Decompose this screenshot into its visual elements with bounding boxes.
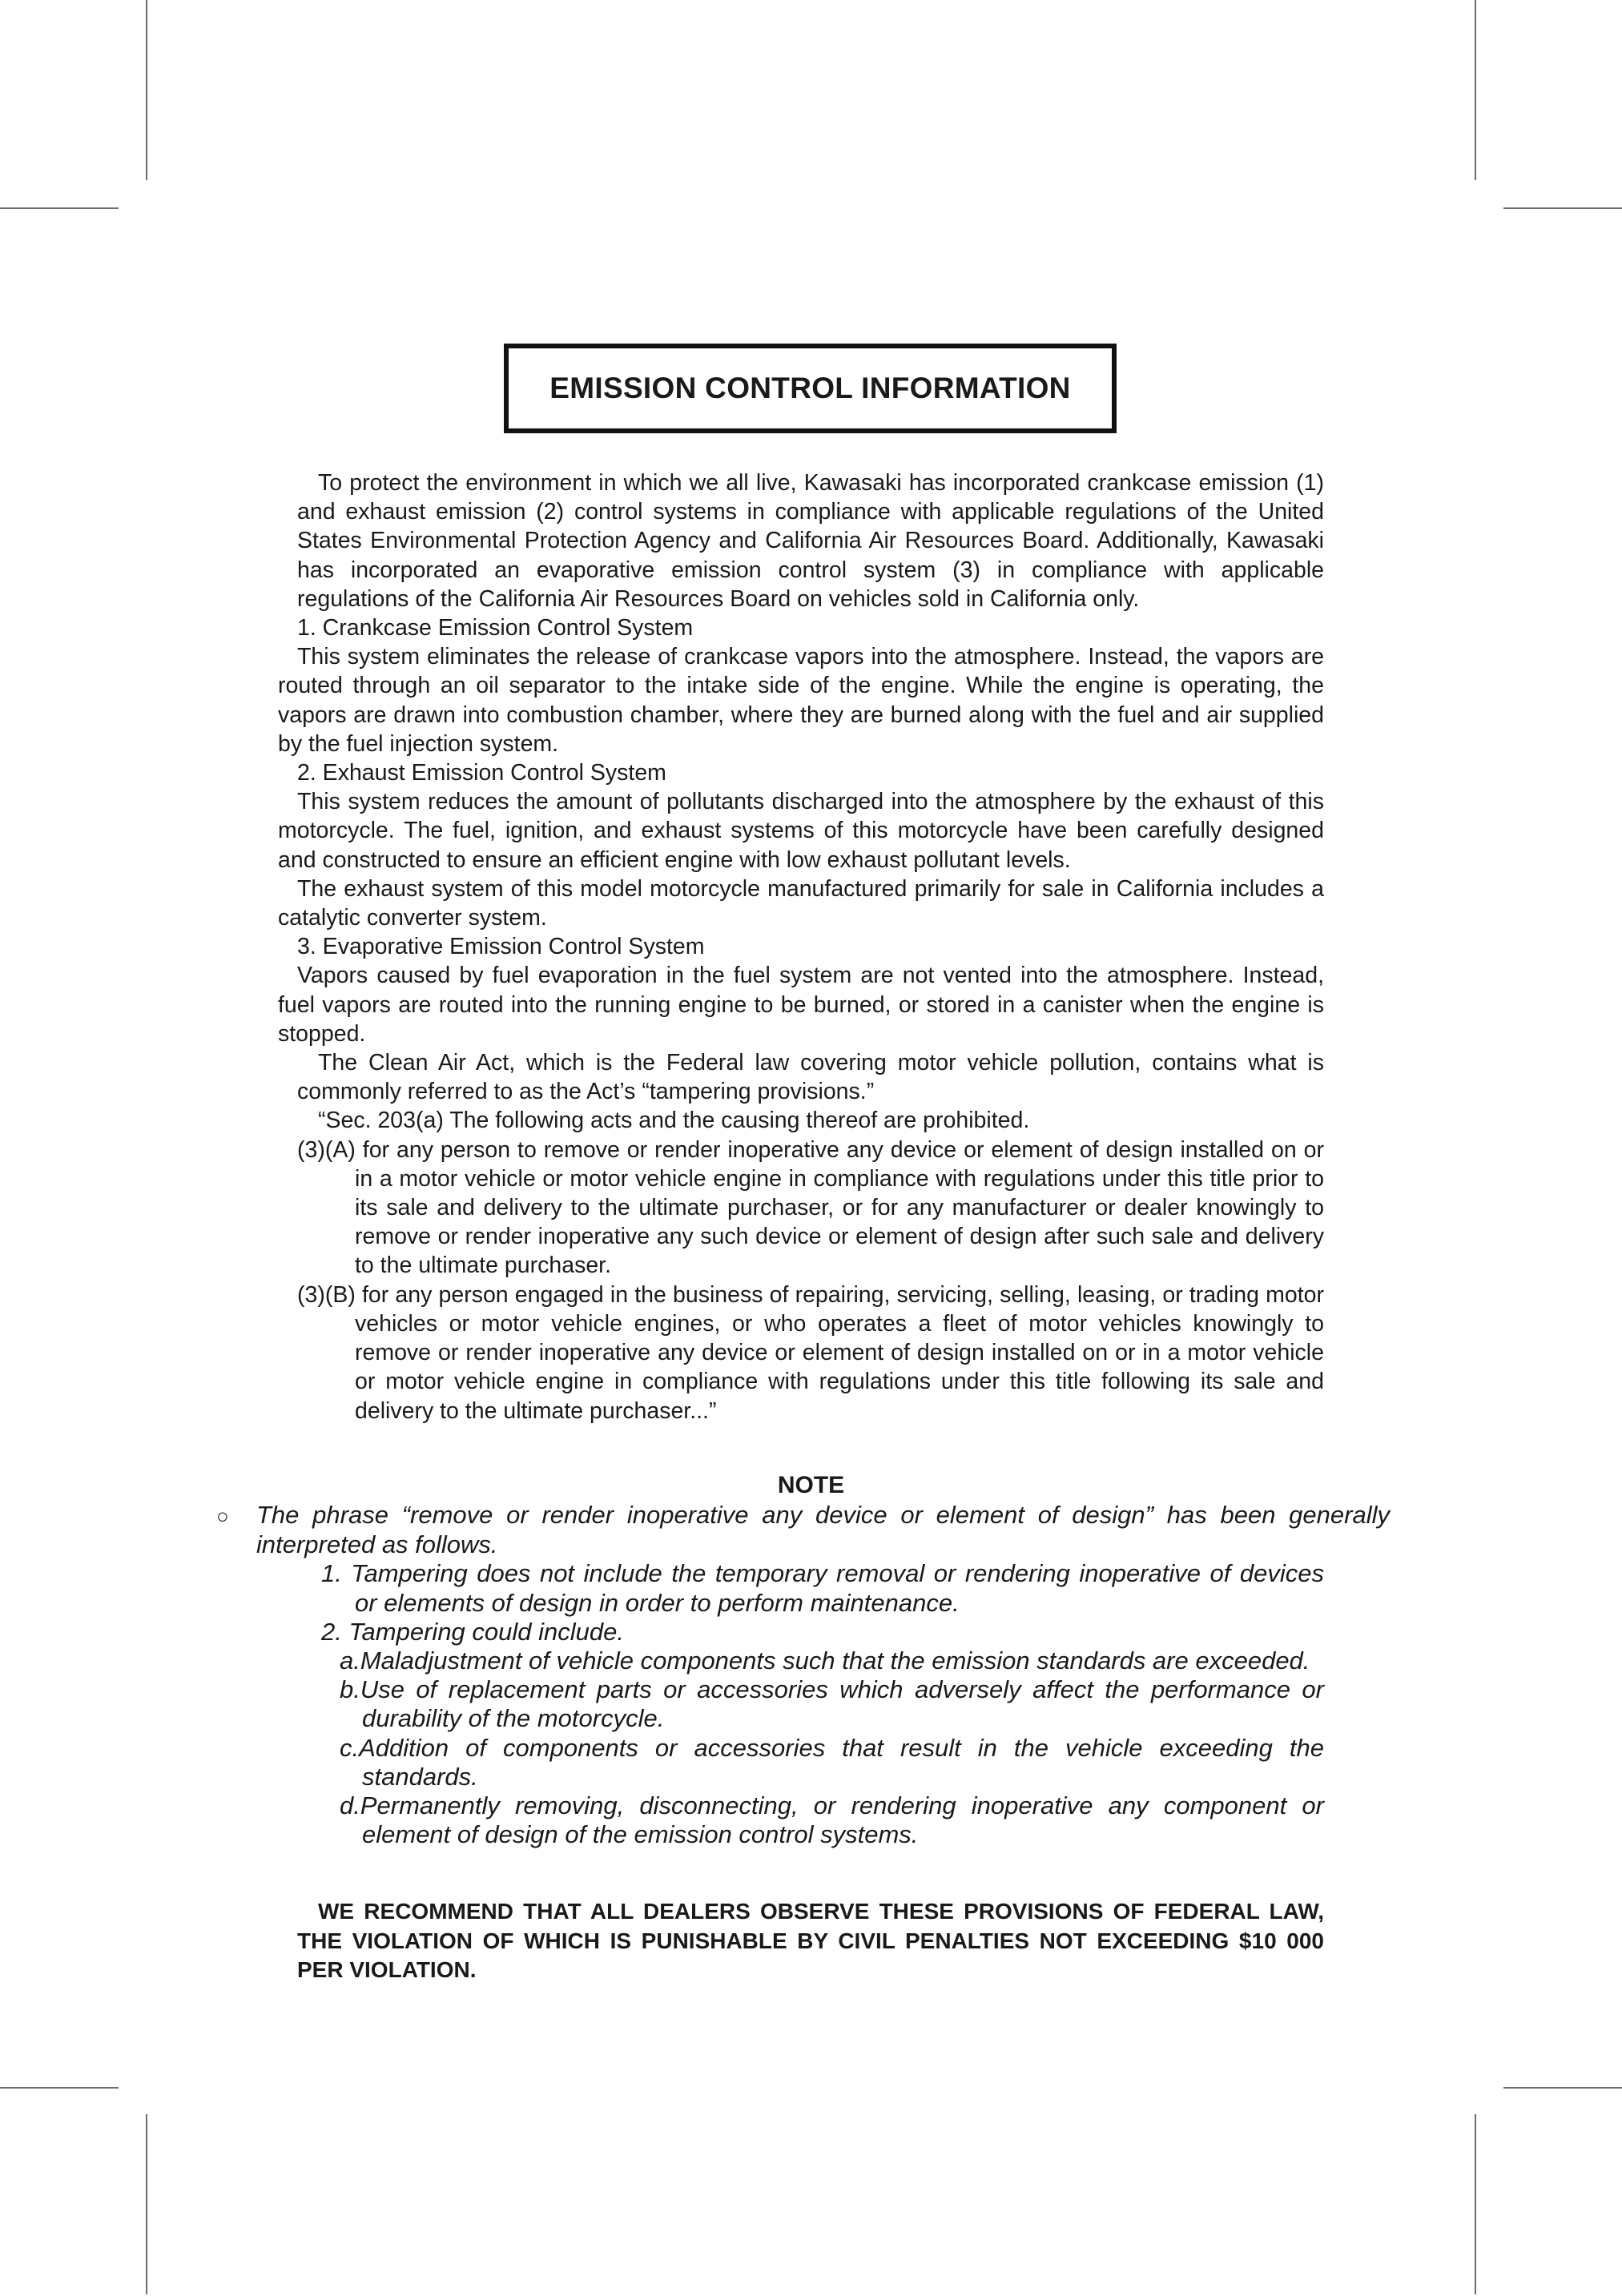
note-lead-text: The phrase “remove or render inoperative any device or element of design” has been generally interpreted as follows. [256,1501,1390,1559]
crop-mark-bottom-left-horizontal [0,2087,119,2089]
dealer-warning: WE RECOMMEND THAT ALL DEALERS OBSERVE THESE PROVISIONS OF FEDERAL LAW, THE VIOLATION OF WHICH IS PUNISHABLE BY CIVIL PENALTIES NOT EXCEEDING $10 000 PER VIOLATION. [297,1899,1324,1982]
system-heading-crankcase: 1. Crankcase Emission Control System [297,615,694,641]
note-subitem: c.Addition of components or accessories that result in the vehicle exceeding the standards. [340,1733,1324,1791]
system-heading-evaporative: 3. Evaporative Emission Control System [297,934,705,960]
system-heading-exhaust: 2. Exhaust Emission Control System [297,760,666,786]
note-subitem: d.Permanently removing, disconnecting, or rendering inoperative any component or element of design of the emission control systems. [340,1791,1324,1849]
crop-mark-top-right-horizontal [1503,207,1622,209]
system-paragraph-evaporative: Vapors caused by fuel evaporation in the fuel system are not vented into the atmosphere. Instead, fuel vapors are routed into the running engine to be burned, or stored in a canister when the engine is stopped. [278,963,1324,1047]
note-heading: NOTE [777,1472,845,1498]
clause-3b: (3)(B) for any person engaged in the business of repairing, servicing, selling, leasing, or trading motor vehicles or motor vehicle engines, or who operates a fleet of motor vehicles knowingly to remove or render inoperative any device or element of design installed on or in a motor vehicle or motor vehicle engine in compliance with regulations under this title following its sale and delivery to the ultimate purchaser...” [297,1281,1324,1424]
crop-mark-top-right-vertical [1475,0,1476,180]
main-body [278,468,1324,1425]
note-list [236,1559,1324,1647]
system-paragraph-exhaust: This system reduces the amount of pollutants discharged into the atmosphere by the exhaust of this motorcycle. The fuel, ignition, and exhaust systems of this motorcycle have been carefully designed and constructed to ensure an efficient engine with low exhaust pollutant levels. [278,789,1324,873]
clause-3a: (3)(A) for any person to remove or render inoperative any device or element of design installed on or in a motor vehicle or motor vehicle engine in compliance with regulations under this title prior to its sale and delivery to the ultimate purchaser, or for any manufacturer or dealer knowingly to remove or render inoperative any such device or element of design after such sale and delivery to the ultimate purchaser. [297,1136,1324,1279]
note-sublist [236,1647,1324,1849]
note-subitem: a.Maladjustment of vehicle components such that the emission standards are exceeded. [340,1647,1310,1675]
crop-mark-bottom-left-vertical [146,2114,147,2294]
system-paragraph-crankcase: This system eliminates the release of crankcase vapors into the atmosphere. Instead, the vapors are routed through an oil separator to the intake side of the engine. While the engine is operating, the vapors are drawn into combustion chamber, where they are burned along with the fuel and air supplied by the fuel injection system. [278,644,1324,757]
crop-mark-top-left-vertical [146,0,147,180]
note-subitem: b.Use of replacement parts or accessories which adversely affect the performance or durability of the motorcycle. [340,1675,1324,1733]
crop-mark-bottom-right-vertical [1475,2114,1476,2294]
note-item: 1. Tampering does not include the temporary removal or rendering inoperative of devices or elements of design in order to perform maintenance. [321,1559,1324,1617]
circle-bullet-icon: ○ [216,1504,229,1528]
crop-mark-top-left-horizontal [0,207,119,209]
page-title: EMISSION CONTROL INFORMATION [549,372,1071,404]
note-item: 2. Tampering could include. [321,1617,624,1646]
note-lead [216,1501,1390,1559]
crop-mark-bottom-right-horizontal [1503,2087,1622,2089]
title-box [504,344,1117,433]
system-paragraph-catalytic: The exhaust system of this model motorcycle manufactured primarily for sale in California includes a catalytic converter system. [278,875,1324,931]
section-heading: “Sec. 203(a) The following acts and the causing thereof are prohibited. [318,1108,1030,1134]
clean-air-act-paragraph: The Clean Air Act, which is the Federal law covering motor vehicle pollution, contains what is commonly referred to as the Act’s “tampering provisions.” [297,1050,1324,1105]
note-section [216,1501,1390,1849]
intro-paragraph: To protect the environment in which we all live, Kawasaki has incorporated crankcase emission (1) and exhaust emission (2) control systems in compliance with applicable regulations of the United States Environmental Protection Agency and California Air Resources Board. Additionally, Kawasaki has incorporated an evaporative emission control system (3) in compliance with applicable regulations of the California Air Resources Board on vehicles sold in California only. [297,470,1324,612]
